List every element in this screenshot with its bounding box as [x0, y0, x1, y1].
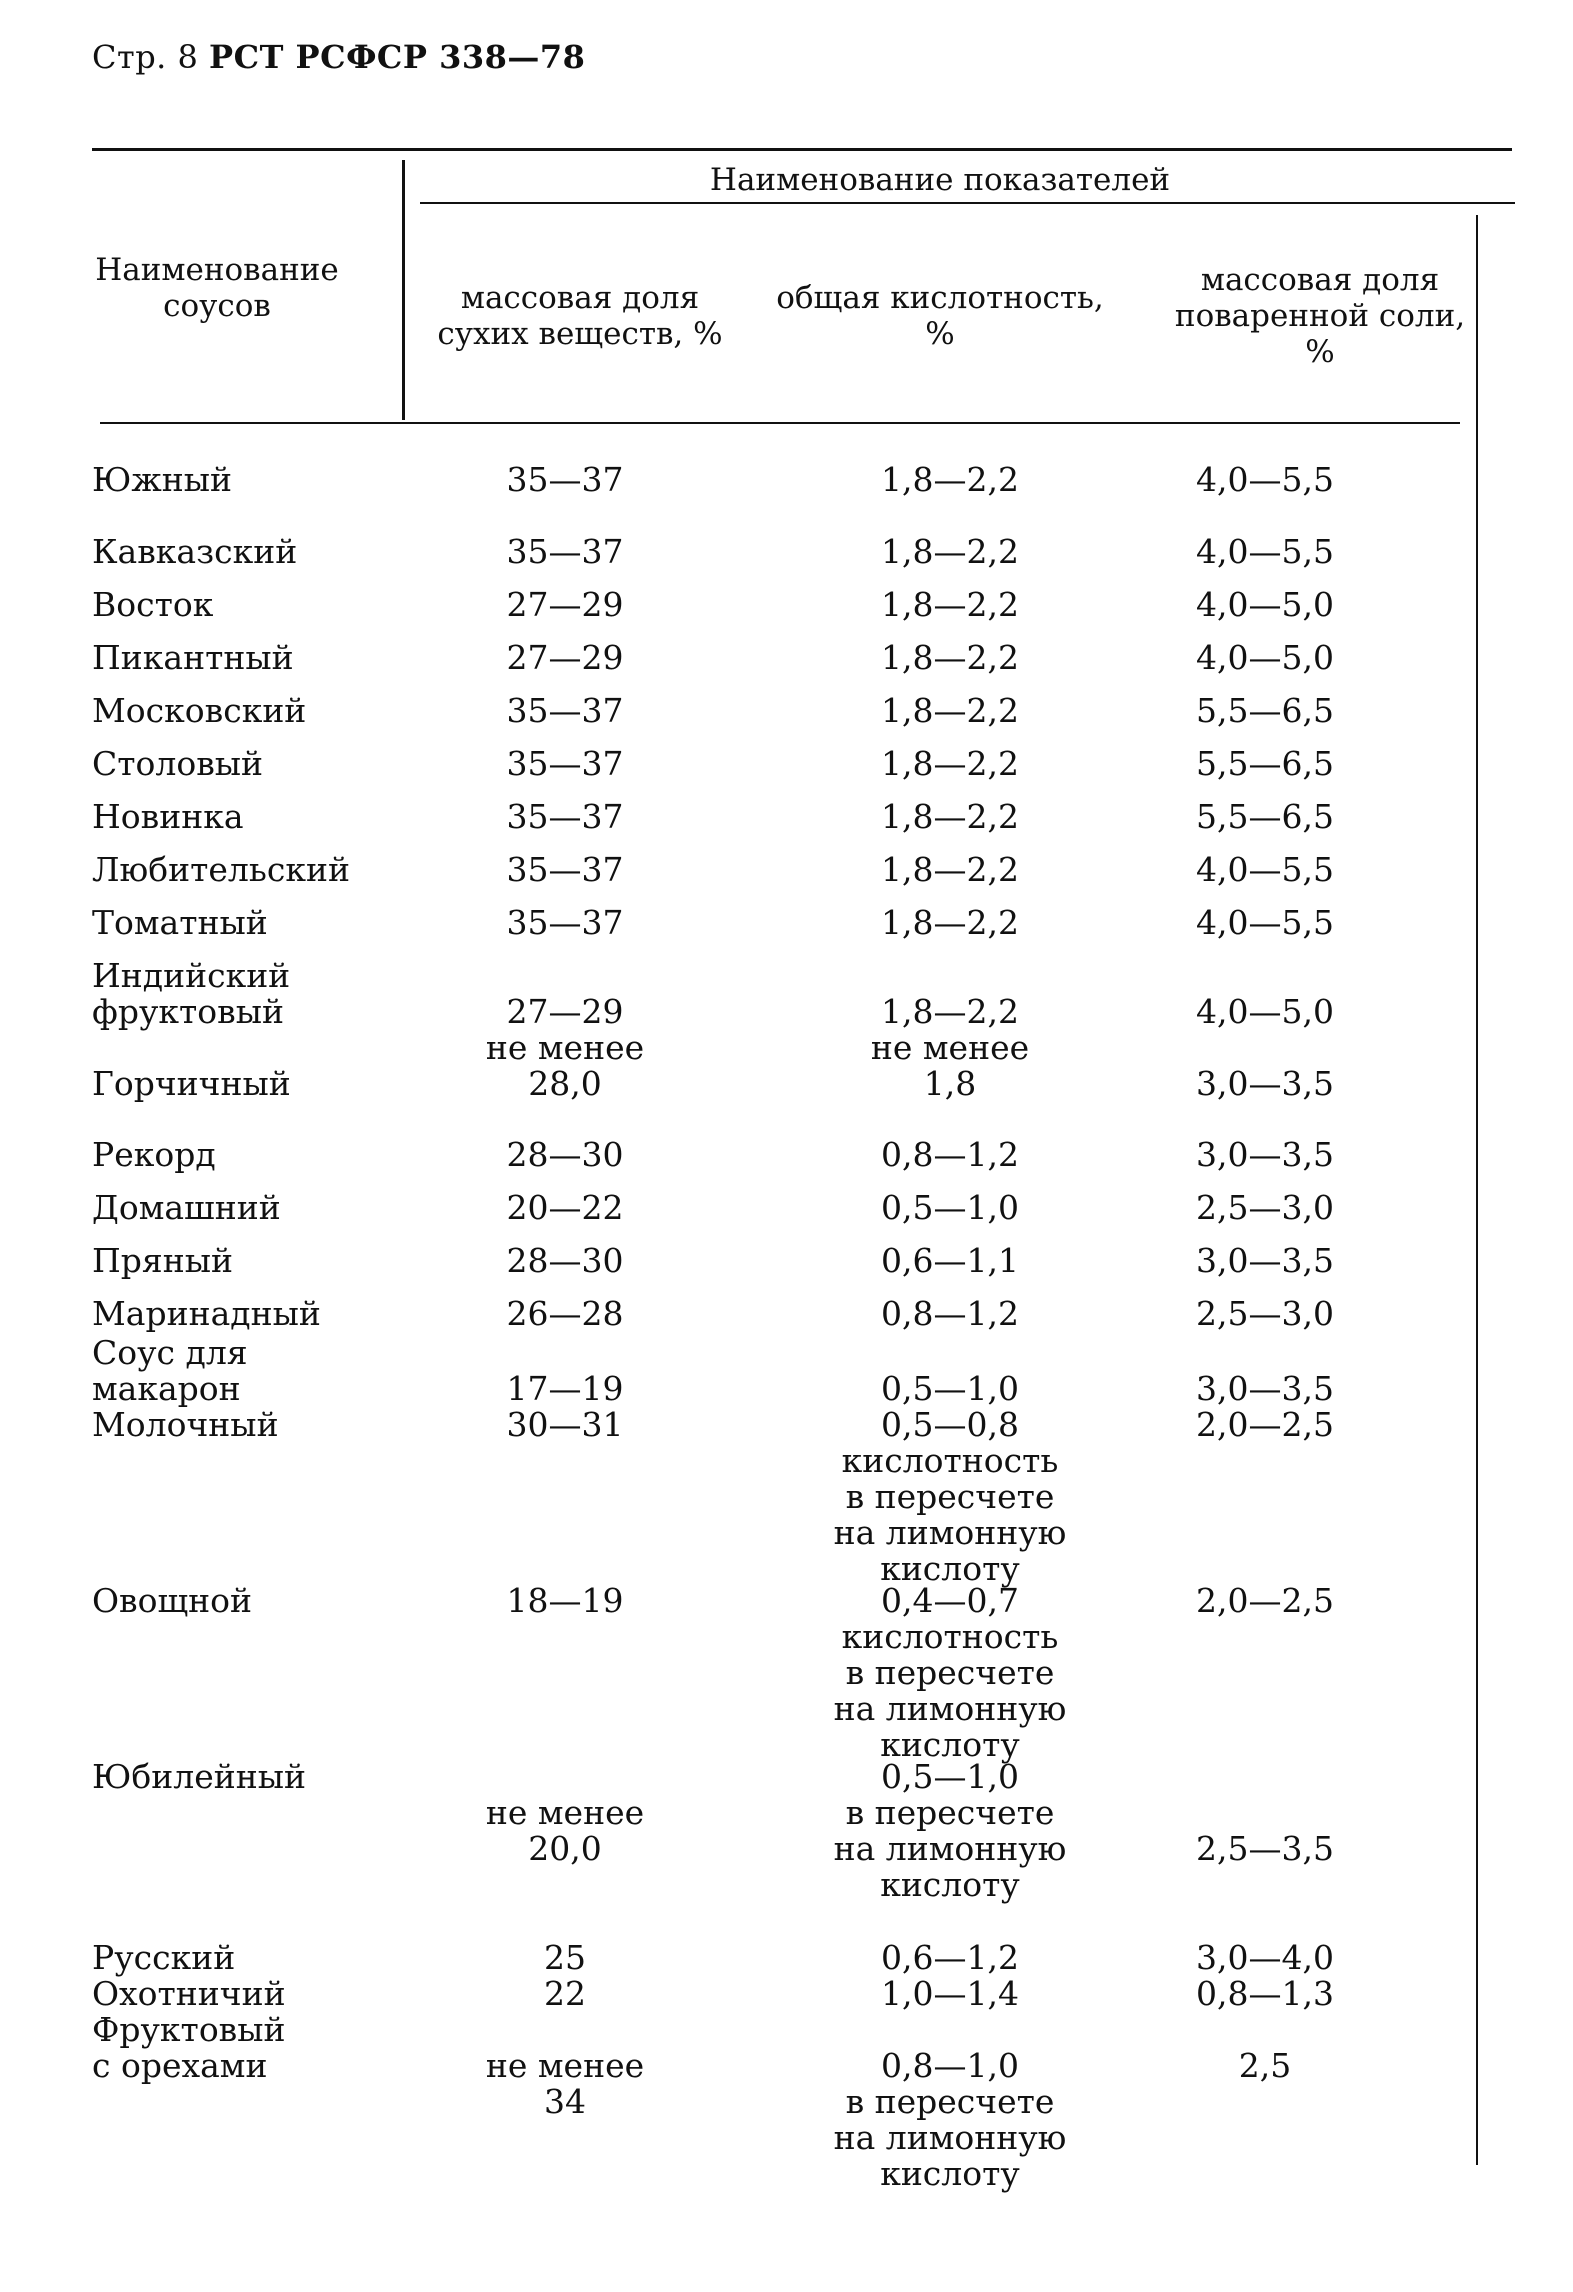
col-header-dry-matter: массовая доля сухих веществ, %: [437, 280, 723, 352]
header-bottom-rule: [100, 422, 1460, 424]
salt-value: 2,5: [1238, 2046, 1292, 2085]
dry-matter-value: 25: [544, 1938, 586, 1977]
salt-value: 2,0—2,5: [1196, 1581, 1334, 1620]
dry-matter-value: 35—37: [506, 903, 624, 942]
sauce-name: Пикантный: [92, 638, 294, 677]
acidity-value: 1,8—2,2: [881, 797, 1019, 836]
acidity-value: 1,8—2,2: [881, 532, 1019, 571]
dry-matter-value: 27—29: [506, 992, 624, 1031]
standard-code: РСТ РСФСР 338—78: [209, 38, 586, 76]
dry-matter-value: 35—37: [506, 532, 624, 571]
acidity-value: 1,0—1,4: [881, 1974, 1019, 2013]
acidity-value: 0,5—1,0 в пересчете на лимонную кислоту: [833, 1757, 1067, 1904]
sauce-name: Новинка: [92, 797, 244, 836]
salt-value: 2,5—3,0: [1196, 1188, 1334, 1227]
sauce-name: Русский: [92, 1938, 236, 1977]
dry-matter-value: 27—29: [506, 638, 624, 677]
acidity-value: 0,8—1,2: [881, 1294, 1019, 1333]
salt-value: 4,0—5,5: [1196, 532, 1334, 571]
salt-value: 5,5—6,5: [1196, 691, 1334, 730]
dry-matter-value: не менее 20,0: [485, 1793, 645, 1868]
dry-matter-value: 17—19: [506, 1369, 624, 1408]
sauce-name: Кавказский: [92, 532, 298, 571]
salt-value: 3,0—3,5: [1196, 1135, 1334, 1174]
salt-value: 3,0—3,5: [1196, 1369, 1334, 1408]
acidity-value: 1,8—2,2: [881, 903, 1019, 942]
acidity-value: не менее 1,8: [870, 1028, 1030, 1103]
sauce-name: Горчичный: [92, 1064, 291, 1103]
salt-value: 5,5—6,5: [1196, 744, 1334, 783]
dry-matter-value: 18—19: [506, 1581, 624, 1620]
salt-value: 5,5—6,5: [1196, 797, 1334, 836]
dry-matter-value: 35—37: [506, 744, 624, 783]
sauce-name: Любительский: [92, 850, 350, 889]
dry-matter-value: не менее 28,0: [485, 1028, 645, 1103]
salt-value: 2,0—2,5: [1196, 1405, 1334, 1444]
right-border: [1476, 215, 1478, 2165]
stub-divider: [402, 160, 405, 420]
group-header-rule: [420, 202, 1515, 204]
acidity-value: 1,8—2,2: [881, 585, 1019, 624]
acidity-value: 0,6—1,1: [881, 1241, 1019, 1280]
table-top-rule: [92, 148, 1512, 151]
dry-matter-value: 35—37: [506, 850, 624, 889]
sauce-name: Томатный: [92, 903, 268, 942]
dry-matter-value: 22: [544, 1974, 586, 2013]
salt-value: 4,0—5,5: [1196, 460, 1334, 499]
dry-matter-value: 28—30: [506, 1241, 624, 1280]
acidity-value: 1,8—2,2: [881, 638, 1019, 677]
sauce-name: Домашний: [92, 1188, 281, 1227]
sauce-name: Овощной: [92, 1581, 253, 1620]
sauce-name: Фруктовый с орехами: [92, 2010, 286, 2085]
salt-value: 3,0—3,5: [1196, 1241, 1334, 1280]
sauce-name: Южный: [92, 460, 232, 499]
sauce-name: Индийский фруктовый: [92, 956, 291, 1031]
acidity-value: 0,4—0,7 кислотность в пересчете на лимонную кислоту: [833, 1581, 1067, 1764]
dry-matter-value: 35—37: [506, 460, 624, 499]
dry-matter-value: 20—22: [506, 1188, 624, 1227]
salt-value: 3,0—4,0: [1196, 1938, 1334, 1977]
acidity-value: 1,8—2,2: [881, 460, 1019, 499]
dry-matter-value: 28—30: [506, 1135, 624, 1174]
salt-value: 4,0—5,0: [1196, 638, 1334, 677]
sauce-name: Столовый: [92, 744, 264, 783]
dry-matter-value: 27—29: [506, 585, 624, 624]
salt-value: 4,0—5,0: [1196, 585, 1334, 624]
salt-value: 4,0—5,5: [1196, 850, 1334, 889]
salt-value: 0,8—1,3: [1196, 1974, 1334, 2013]
acidity-value: 1,8—2,2: [881, 850, 1019, 889]
acidity-value: 1,8—2,2: [881, 992, 1019, 1031]
acidity-value: 0,8—1,0 в пересчете на лимонную кислоту: [833, 2046, 1067, 2193]
sauce-name: Московский: [92, 691, 307, 730]
stub-header: Наименование соусов: [95, 252, 339, 324]
sauce-name: Маринадный: [92, 1294, 321, 1333]
sauce-name: Молочный: [92, 1405, 279, 1444]
dry-matter-value: 35—37: [506, 691, 624, 730]
sauce-name: Пряный: [92, 1241, 233, 1280]
sauce-name: Охотничий: [92, 1974, 286, 2013]
dry-matter-value: 35—37: [506, 797, 624, 836]
dry-matter-value: 30—31: [506, 1405, 624, 1444]
sauce-name: Восток: [92, 585, 214, 624]
sauce-name: Юбилейный: [92, 1757, 306, 1796]
salt-value: 2,5—3,0: [1196, 1294, 1334, 1333]
acidity-value: 0,6—1,2: [881, 1938, 1019, 1977]
page-label: Стр. 8: [92, 38, 199, 76]
salt-value: 2,5—3,5: [1196, 1829, 1334, 1868]
col-header-acidity: общая кислотность, %: [776, 280, 1104, 352]
acidity-value: 0,5—0,8 кислотность в пересчете на лимонную кислоту: [833, 1405, 1067, 1588]
acidity-value: 1,8—2,2: [881, 744, 1019, 783]
dry-matter-value: 26—28: [506, 1294, 624, 1333]
dry-matter-value: не менее 34: [485, 2046, 645, 2121]
sauce-name: Соус для макарон: [92, 1333, 248, 1408]
sauce-name: Рекорд: [92, 1135, 216, 1174]
acidity-value: 0,5—1,0: [881, 1369, 1019, 1408]
page-header: [92, 38, 585, 76]
salt-value: 4,0—5,0: [1196, 992, 1334, 1031]
acidity-value: 0,5—1,0: [881, 1188, 1019, 1227]
salt-value: 4,0—5,5: [1196, 903, 1334, 942]
col-header-salt: массовая доля поваренной соли, %: [1174, 262, 1466, 370]
acidity-value: 1,8—2,2: [881, 691, 1019, 730]
acidity-value: 0,8—1,2: [881, 1135, 1019, 1174]
salt-value: 3,0—3,5: [1196, 1064, 1334, 1103]
group-header: Наименование показателей: [709, 162, 1171, 198]
